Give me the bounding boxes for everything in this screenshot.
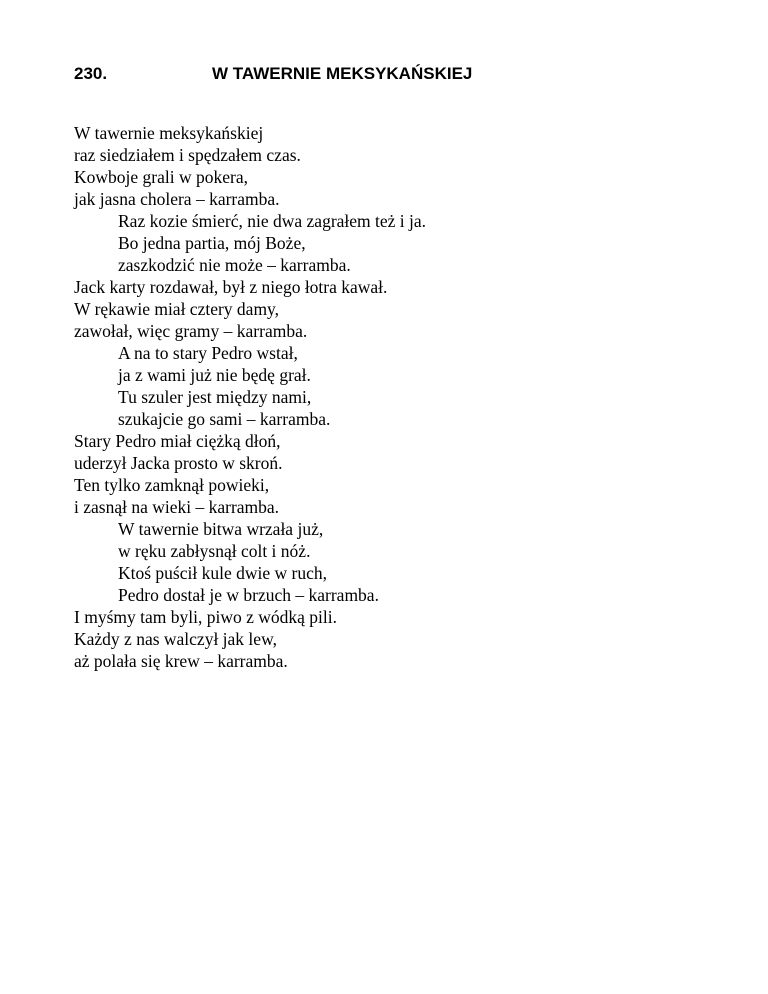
lyric-line: uderzył Jacka prosto w skroń. xyxy=(74,453,283,473)
song-title: W TAWERNIE MEKSYKAŃSKIEJ xyxy=(212,64,473,83)
song-header xyxy=(74,64,694,88)
lyric-line: i zasnął na wieki – karramba. xyxy=(74,497,280,517)
lyric-line: I myśmy tam byli, piwo z wódką pili. xyxy=(74,607,337,627)
lyric-line-indented: Ktoś puścił kule dwie w ruch, xyxy=(118,563,327,583)
lyric-line-indented: A na to stary Pedro wstał, xyxy=(118,343,298,363)
lyric-line: jak jasna cholera – karramba. xyxy=(74,189,280,209)
lyric-line-indented: ja z wami już nie będę grał. xyxy=(118,365,311,385)
lyric-line-indented: zaszkodzić nie może – karramba. xyxy=(118,255,351,275)
lyric-line-indented: w ręku zabłysnął colt i nóż. xyxy=(118,541,311,561)
lyric-line-indented: Bo jedna partia, mój Boże, xyxy=(118,233,306,253)
lyric-line-indented: Raz kozie śmierć, nie dwa zagrałem też i ja. xyxy=(118,211,427,231)
lyric-line-indented: Pedro dostał je w brzuch – karramba. xyxy=(118,585,379,605)
lyric-line: W rękawie miał cztery damy, xyxy=(74,299,280,319)
lyric-line-indented: Tu szuler jest między nami, xyxy=(118,387,312,407)
lyric-line: zawołał, więc gramy – karramba. xyxy=(74,321,308,341)
lyric-line-indented: szukajcie go sami – karramba. xyxy=(118,409,331,429)
lyric-line: aż polała się krew – karramba. xyxy=(74,651,288,671)
lyric-line-indented: W tawernie bitwa wrzała już, xyxy=(118,519,324,539)
lyric-line: Ten tylko zamknął powieki, xyxy=(74,475,270,495)
lyric-line: Kowboje grali w pokera, xyxy=(74,167,248,187)
lyric-line: raz siedziałem i spędzałem czas. xyxy=(74,145,301,165)
lyric-line: W tawernie meksykańskiej xyxy=(74,123,264,143)
song-lyrics xyxy=(74,122,734,672)
lyric-line: Stary Pedro miał ciężką dłoń, xyxy=(74,431,281,451)
lyric-line: Każdy z nas walczył jak lew, xyxy=(74,629,277,649)
lyric-line: Jack karty rozdawał, był z niego łotra kawał. xyxy=(74,277,388,297)
song-number: 230. xyxy=(74,64,108,83)
